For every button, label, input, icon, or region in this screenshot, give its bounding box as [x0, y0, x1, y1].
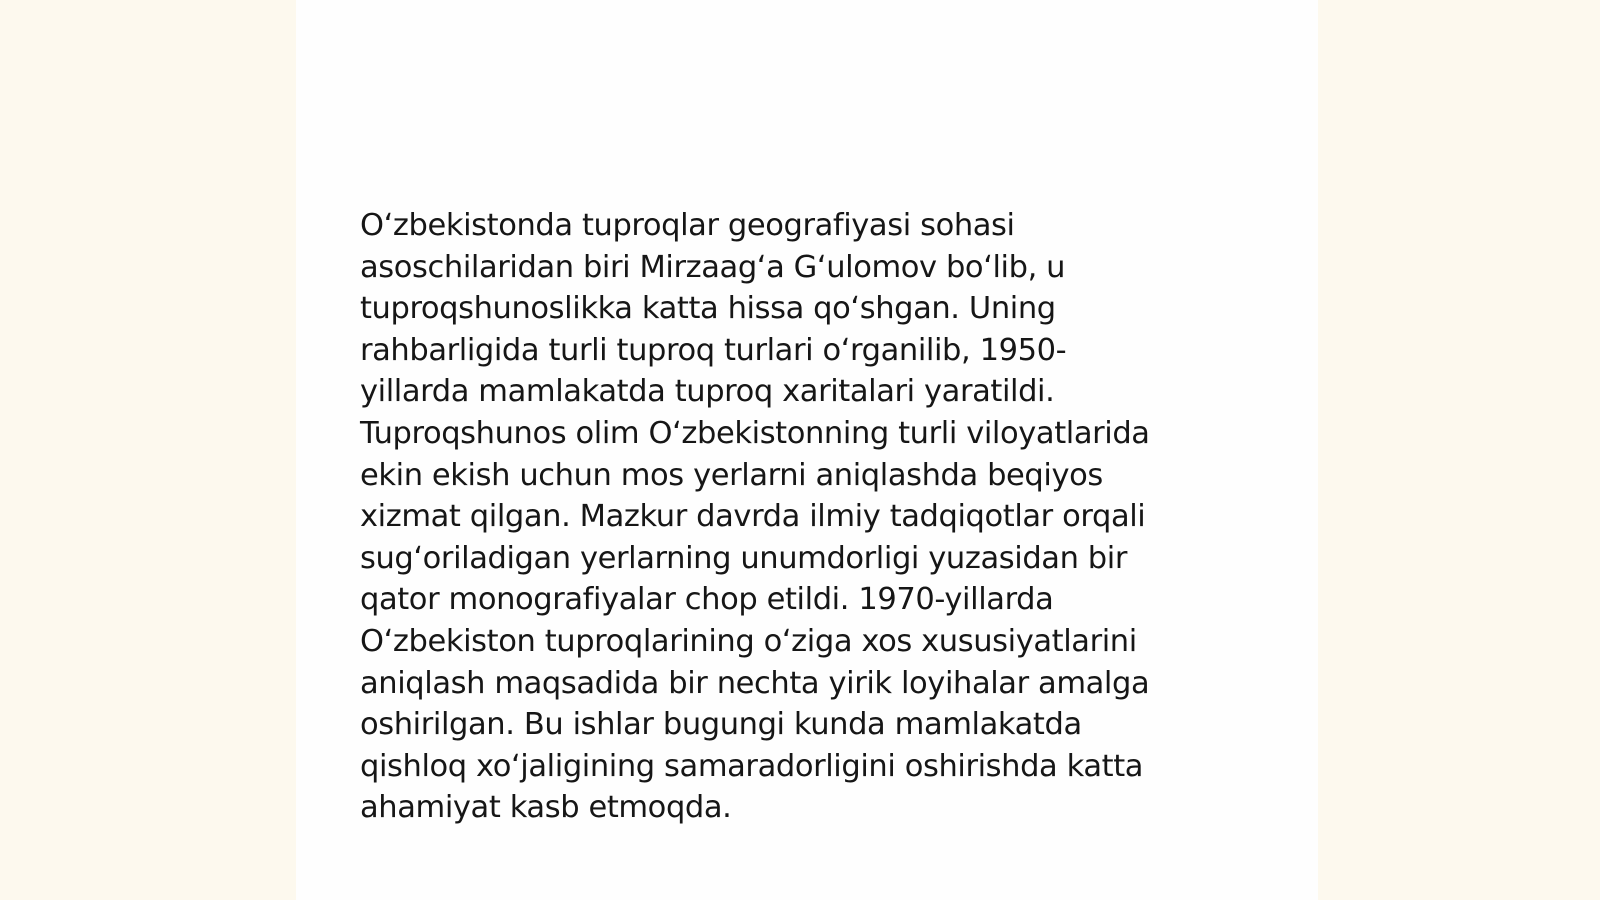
paragraph-line: ahamiyat kasb etmoqda.	[360, 790, 732, 826]
document-page	[296, 0, 1318, 900]
paragraph-line: tuproqshunoslikka katta hissa qo‘shgan. Uning	[360, 291, 1056, 327]
paragraph-line: rahbarligida turli tuproq turlari o‘rganilib, 1950-	[360, 332, 1067, 368]
paragraph-line: aniqlash maqsadida bir nechta yirik loyihalar amalga	[360, 665, 1150, 701]
paragraph-line: asoschilaridan biri Mirzaag‘a G‘ulomov bo‘lib, u	[360, 249, 1066, 285]
paragraph-line: O‘zbekiston tuproqlarining o‘ziga xos xususiyatlarini	[360, 623, 1137, 659]
paragraph-line: oshirilgan. Bu ishlar bugungi kunda mamlakatda	[360, 707, 1082, 743]
paragraph-line: xizmat qilgan. Mazkur davrda ilmiy tadqiqotlar orqali	[360, 499, 1146, 535]
paragraph-line: yillarda mamlakatda tuproq xaritalari yaratildi.	[360, 374, 1055, 410]
paragraph-line: Tuproqshunos olim O‘zbekistonning turli viloyatlarida	[360, 415, 1150, 451]
paragraph-line: qator monografiyalar chop etildi. 1970-yillarda	[360, 582, 1054, 618]
body-paragraph	[360, 205, 1260, 829]
paragraph-line: sug‘oriladigan yerlarning unumdorligi yuzasidan bir	[360, 540, 1127, 576]
paragraph-line: O‘zbekistonda tuproqlar geografiyasi sohasi	[360, 208, 1015, 243]
paragraph-line: ekin ekish uchun mos yerlarni aniqlashda beqiyos	[360, 457, 1103, 493]
paragraph-line: qishloq xo‘jaligining samaradorligini oshirishda katta	[360, 748, 1144, 784]
